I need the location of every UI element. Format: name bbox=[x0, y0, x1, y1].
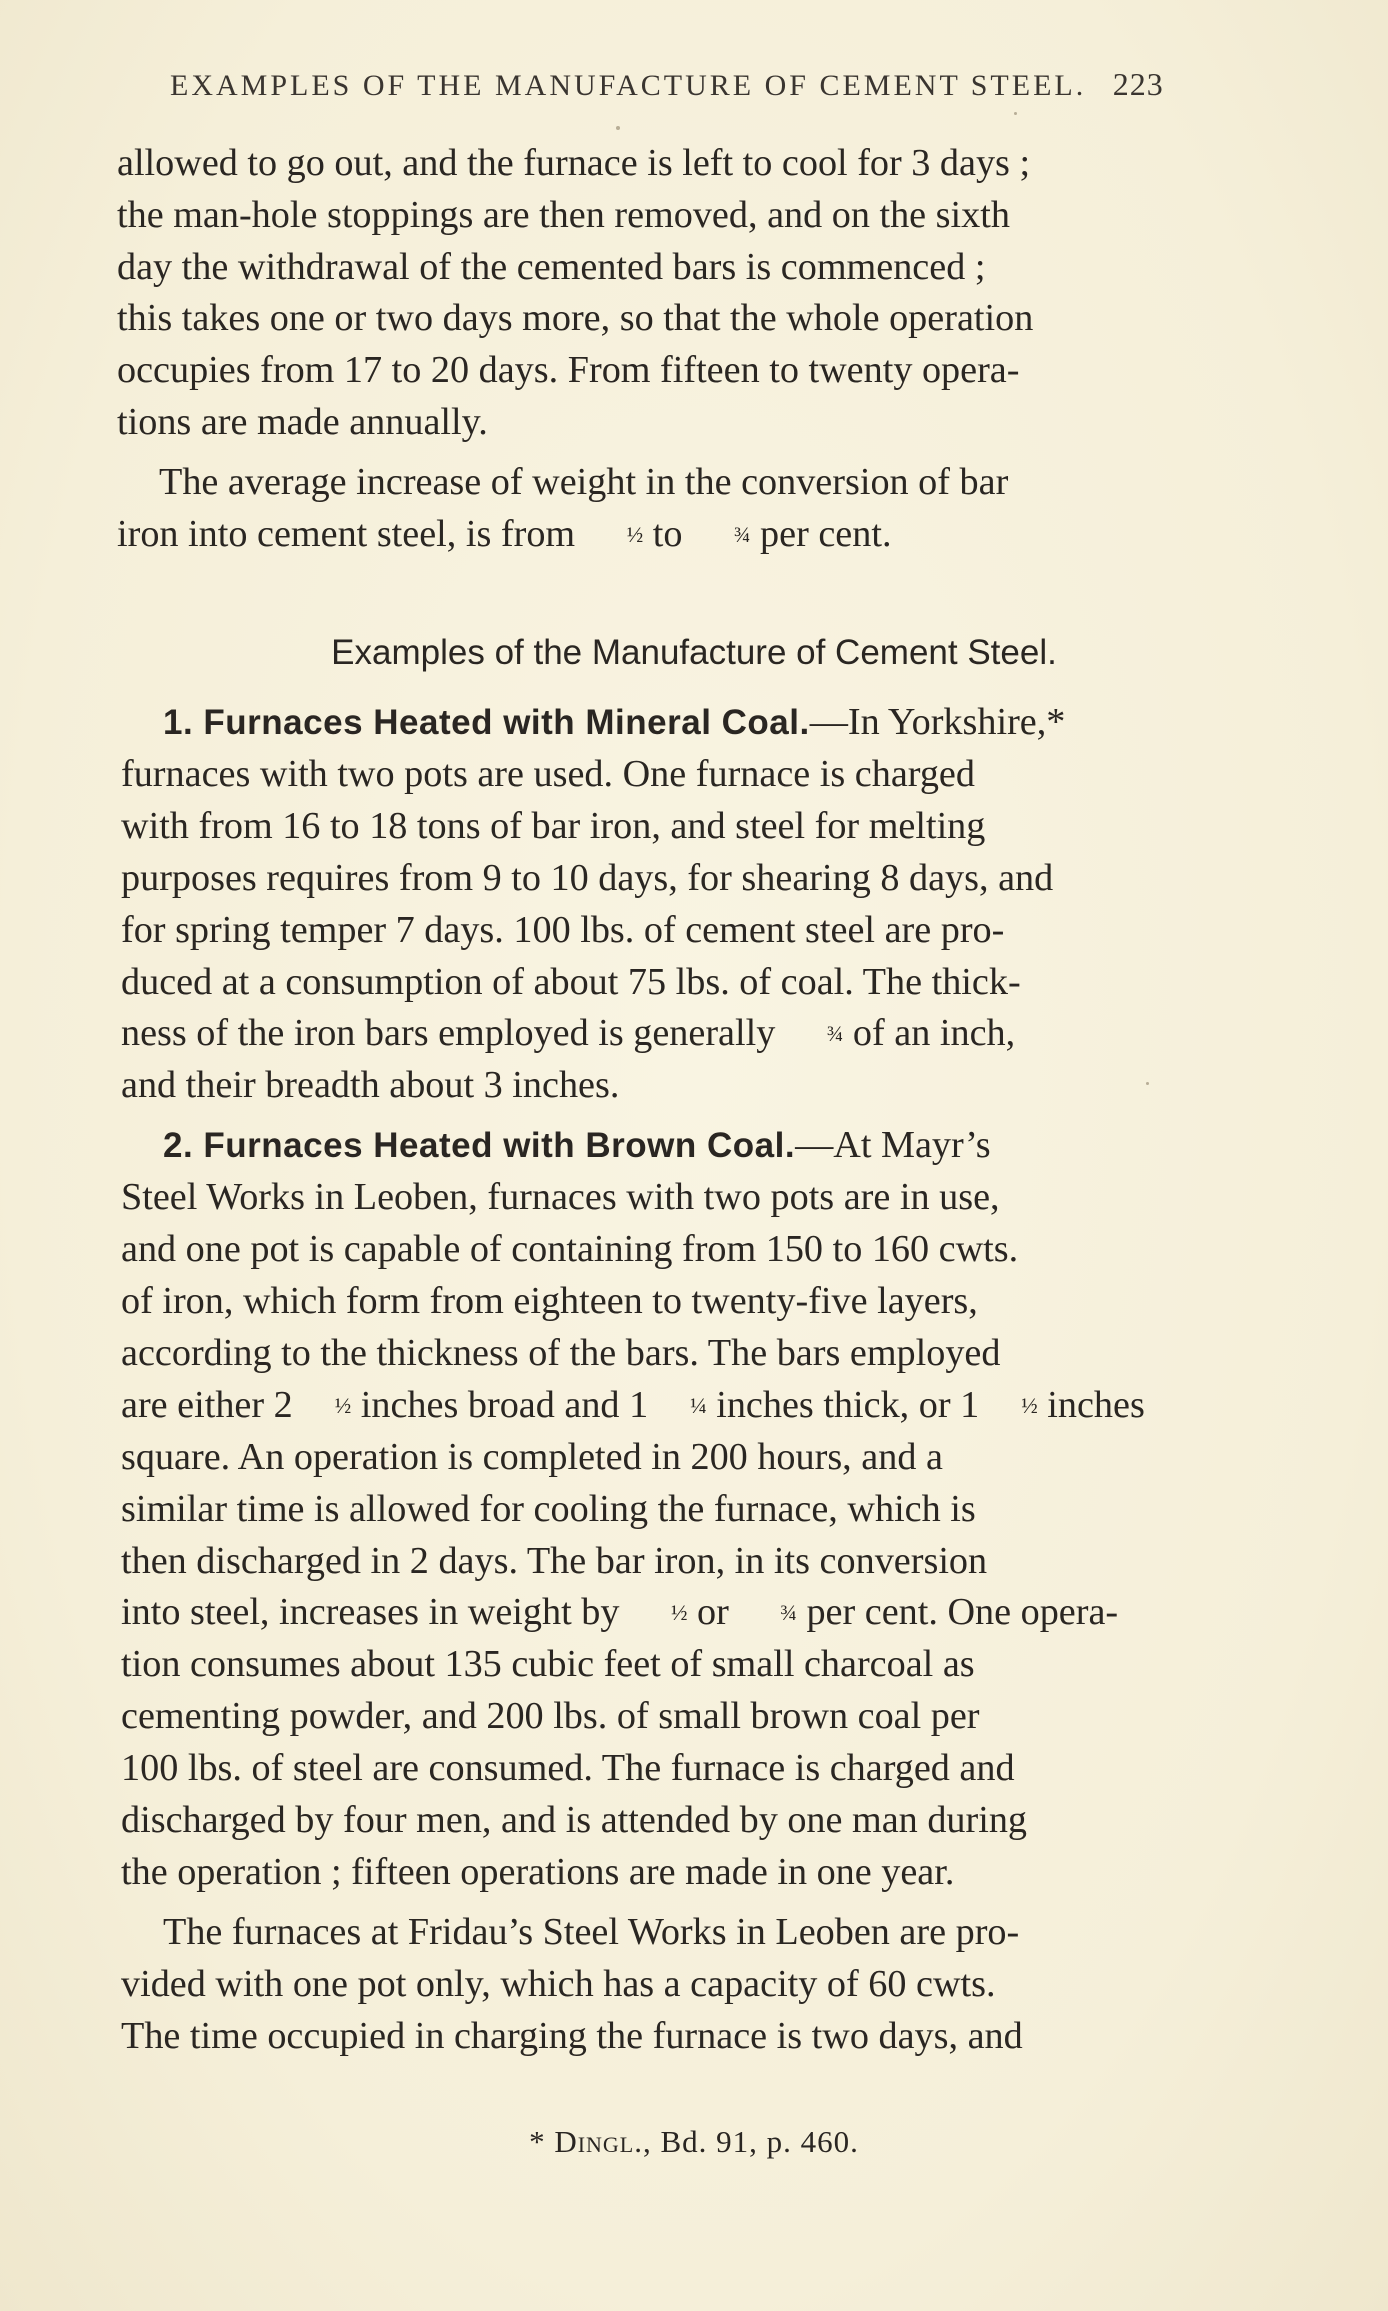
text-line: cementing powder, and 200 lbs. of small brown coal per bbox=[121, 1695, 980, 1738]
text-fragment: —In Yorkshire,* bbox=[809, 701, 1066, 743]
examples-text-block bbox=[121, 697, 1267, 2063]
text-line: tion consumes about 135 cubic feet of small charcoal as bbox=[121, 1643, 975, 1686]
text-line: furnaces with two pots are used. One furnace is charged bbox=[121, 752, 975, 795]
text-fragment: inches bbox=[1037, 1383, 1145, 1426]
paper-speck bbox=[1014, 112, 1017, 115]
fraction: ¼ bbox=[690, 1392, 707, 1418]
footnote-author: Dingl. bbox=[554, 2124, 643, 2159]
paper-speck bbox=[1146, 1082, 1149, 1085]
top-text-block bbox=[117, 138, 1267, 560]
paragraph-item-2 bbox=[121, 1120, 1267, 1899]
text-fragment: inches broad and 1 bbox=[351, 1383, 649, 1426]
text-line: the operation ; fifteen operations are made in one year. bbox=[121, 1850, 955, 1893]
paragraph-continuation bbox=[117, 138, 1267, 449]
footnote bbox=[0, 2124, 1388, 2160]
text-line: 100 lbs. of steel are consumed. The furnace is charged and bbox=[121, 1747, 1015, 1790]
text-line: with from 16 to 18 tons of bar iron, and steel for melting bbox=[121, 804, 986, 847]
text-fragment: inches thick, or 1 bbox=[706, 1383, 980, 1426]
text-line: the man-hole stoppings are then removed, and on the sixth bbox=[117, 193, 1010, 236]
text-line: The furnaces at Fridau’s Steel Works in Leoben are pro- bbox=[163, 1910, 1020, 1953]
text-line: of iron, which form from eighteen to twenty-five layers, bbox=[121, 1279, 978, 1322]
item-1-heading: 1. Furnaces Heated with Mineral Coal. bbox=[163, 703, 810, 742]
fraction: ¾ bbox=[826, 1021, 844, 1047]
text-fragment: to bbox=[643, 512, 692, 555]
text-line: allowed to go out, and the furnace is left to cool for 3 days ; bbox=[117, 142, 1031, 184]
fraction: ½ bbox=[334, 1392, 352, 1418]
fraction: ½ bbox=[626, 521, 644, 547]
paper-speck bbox=[616, 126, 620, 130]
footnote-marker: * bbox=[529, 2124, 555, 2159]
text-fragment: are either 2 bbox=[121, 1383, 293, 1426]
text-line: for spring temper 7 days. 100 lbs. of cement steel are pro- bbox=[121, 908, 1005, 951]
text-fragment: ness of the iron bars employed is generally bbox=[121, 1012, 785, 1055]
item-2-heading: 2. Furnaces Heated with Brown Coal. bbox=[163, 1126, 796, 1166]
text-line: iron into cement steel, is from bbox=[117, 512, 585, 555]
section-heading: Examples of the Manufacture of Cement Steel. bbox=[331, 633, 1057, 672]
text-line: The average increase of weight in the conversion of bar bbox=[159, 460, 1009, 503]
fraction: ½ bbox=[670, 1600, 688, 1626]
paragraph-fridau bbox=[121, 1907, 1267, 2063]
text-line: discharged by four men, and is attended by one man during bbox=[121, 1799, 1028, 1842]
text-line: and one pot is capable of containing from 150 to 160 cwts. bbox=[121, 1228, 1019, 1271]
text-fragment: per cent. bbox=[750, 512, 892, 555]
page-number: 223 bbox=[1112, 66, 1164, 102]
text-line: according to the thickness of the bars. The bars employed bbox=[121, 1331, 1001, 1374]
text-line: purposes requires from 9 to 10 days, for shearing 8 days, and bbox=[121, 856, 1054, 899]
header-title: EXAMPLES OF THE MANUFACTURE OF CEMENT STEEL. bbox=[170, 69, 1087, 102]
text-line: vided with one pot only, which has a capacity of 60 cwts. bbox=[121, 1962, 996, 2005]
text-line: then discharged in 2 days. The bar iron, in its conversion bbox=[121, 1539, 988, 1582]
text-line: this takes one or two days more, so that the whole operation bbox=[117, 297, 1034, 340]
text-fragment: per cent. One opera- bbox=[796, 1591, 1119, 1634]
text-line: tions are made annually. bbox=[117, 400, 488, 443]
text-fragment: or bbox=[687, 1591, 739, 1634]
text-fragment: —At Mayr’s bbox=[795, 1124, 991, 1167]
text-line: Steel Works in Leoben, furnaces with two pots are in use, bbox=[121, 1176, 1000, 1219]
text-line: day the withdrawal of the cemented bars is commenced ; bbox=[117, 245, 986, 288]
text-line: The time occupied in charging the furnace is two days, and bbox=[121, 2014, 1023, 2057]
text-line: square. An operation is completed in 200 hours, and a bbox=[121, 1435, 943, 1478]
running-header bbox=[170, 66, 1270, 103]
footnote-reference: , Bd. 91, p. 460. bbox=[643, 2124, 859, 2159]
fraction: ½ bbox=[1021, 1392, 1038, 1418]
paragraph-item-1 bbox=[121, 697, 1267, 1112]
fraction: ¾ bbox=[734, 521, 751, 547]
text-line: and their breadth about 3 inches. bbox=[121, 1064, 620, 1107]
fraction: ¾ bbox=[780, 1600, 797, 1626]
text-line: similar time is allowed for cooling the furnace, which is bbox=[121, 1487, 976, 1530]
text-fragment: of an inch, bbox=[843, 1012, 1016, 1055]
text-line: duced at a consumption of about 75 lbs. of coal. The thick- bbox=[121, 960, 1021, 1003]
text-fragment: into steel, increases in weight by bbox=[121, 1591, 629, 1634]
paragraph-weight-increase bbox=[117, 457, 1267, 561]
text-line: occupies from 17 to 20 days. From fifteen to twenty opera- bbox=[117, 349, 1020, 392]
